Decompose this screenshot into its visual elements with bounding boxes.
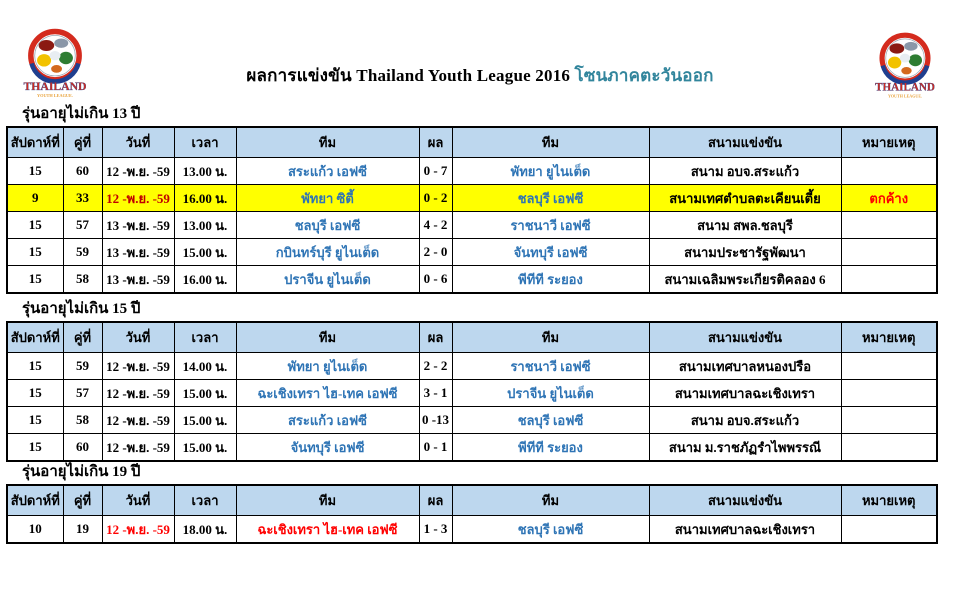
cell-score: 3 - 1: [419, 380, 452, 407]
column-header: ทีม: [452, 322, 649, 353]
header-row: [7, 322, 937, 353]
cell-date: 12 -พ.ย. -59: [102, 158, 174, 185]
cell-home-team: ปราจีน ยูไนเต็ด: [236, 266, 419, 294]
column-header: เวลา: [174, 127, 236, 158]
column-header: คู่ที่: [63, 322, 102, 353]
column-header: ผล: [419, 485, 452, 516]
logo-title: THAILAND: [875, 81, 935, 94]
cell-home-team: ฉะเชิงเทรา ไฮ-เทค เอฟซี: [236, 516, 419, 544]
cell-time: 13.00 น.: [174, 212, 236, 239]
cell-stadium: สนามเทศตำบลตะเคียนเตี้ย: [649, 185, 841, 212]
cell-time: 16.00 น.: [174, 266, 236, 294]
cell-week: 9: [7, 185, 63, 212]
column-header: สัปดาห์ที่: [7, 322, 63, 353]
cell-remark: [841, 353, 937, 380]
cell-home-team: พัทยา ยูไนเต็ด: [236, 353, 419, 380]
column-header: เวลา: [174, 322, 236, 353]
cell-stadium: สนามเทศบาลฉะเชิงเทรา: [649, 516, 841, 544]
cell-match-no: 57: [63, 380, 102, 407]
cell-date: 12 -พ.ย. -59: [102, 380, 174, 407]
section-title-u13: รุ่นอายุไม่เกิน 13 ปี: [22, 106, 141, 122]
cell-time: 15.00 น.: [174, 380, 236, 407]
cell-week: 15: [7, 158, 63, 185]
cell-time: 15.00 น.: [174, 407, 236, 434]
cell-stadium: สนามประชารัฐพัฒนา: [649, 239, 841, 266]
cell-week: 15: [7, 353, 63, 380]
column-header: สนามแข่งขัน: [649, 322, 841, 353]
match-row: [7, 212, 937, 239]
cell-date: 12 -พ.ย. -59: [102, 516, 174, 544]
cell-stadium: สนาม สพล.ชลบุรี: [649, 212, 841, 239]
match-row: [7, 266, 937, 294]
column-header: หมายเหตุ: [841, 322, 937, 353]
cell-home-team: ฉะเชิงเทรา ไฮ-เทค เอฟซี: [236, 380, 419, 407]
cell-remark: [841, 380, 937, 407]
cell-week: 15: [7, 212, 63, 239]
cell-match-no: 60: [63, 434, 102, 462]
cell-home-team: สระแก้ว เอฟซี: [236, 407, 419, 434]
cell-score: 0 - 2: [419, 185, 452, 212]
section-title-u15: รุ่นอายุไม่เกิน 15 ปี: [22, 301, 141, 317]
column-header: ทีม: [452, 127, 649, 158]
cell-score: 0 - 6: [419, 266, 452, 294]
cell-away-team: ชลบุรี เอฟซี: [452, 185, 649, 212]
cell-week: 15: [7, 407, 63, 434]
cell-away-team: ปราจีน ยูไนเต็ด: [452, 380, 649, 407]
cell-match-no: 19: [63, 516, 102, 544]
cell-home-team: พัทยา ซิตี้: [236, 185, 419, 212]
match-row: [7, 239, 937, 266]
column-header: ผล: [419, 322, 452, 353]
column-header: สนามแข่งขัน: [649, 485, 841, 516]
cell-time: 15.00 น.: [174, 239, 236, 266]
cell-remark: [841, 516, 937, 544]
results-table-u13: [6, 126, 938, 294]
column-header: สนามแข่งขัน: [649, 127, 841, 158]
logo-title: THAILAND: [23, 79, 87, 93]
section-title-u19: รุ่นอายุไม่เกิน 19 ปี: [22, 464, 141, 480]
cell-stadium: สนามเทศบาลหนองปรือ: [649, 353, 841, 380]
column-header: ผล: [419, 127, 452, 158]
cell-score: 0 - 1: [419, 434, 452, 462]
match-row: [7, 158, 937, 185]
column-header: ทีม: [452, 485, 649, 516]
cell-time: 13.00 น.: [174, 158, 236, 185]
cell-remark: [841, 266, 937, 294]
column-header: คู่ที่: [63, 127, 102, 158]
column-header: สัปดาห์ที่: [7, 127, 63, 158]
cell-remark: [841, 434, 937, 462]
cell-away-team: ราชนาวี เอฟซี: [452, 353, 649, 380]
cell-week: 10: [7, 516, 63, 544]
header-row: [7, 127, 937, 158]
header-row: [7, 485, 937, 516]
column-header: สัปดาห์ที่: [7, 485, 63, 516]
column-header: ทีม: [236, 322, 419, 353]
cell-stadium: สนาม อบจ.สระแก้ว: [649, 407, 841, 434]
cell-date: 13 -พ.ย. -59: [102, 212, 174, 239]
cell-time: 16.00 น.: [174, 185, 236, 212]
match-row: [7, 353, 937, 380]
cell-stadium: สนาม ม.ราชภัฏรำไพพรรณี: [649, 434, 841, 462]
cell-away-team: พีทีที ระยอง: [452, 266, 649, 294]
results-table-u15: [6, 321, 938, 462]
cell-stadium: สนาม อบจ.สระแก้ว: [649, 158, 841, 185]
cell-match-no: 59: [63, 353, 102, 380]
cell-away-team: พีทีที ระยอง: [452, 434, 649, 462]
cell-remark: [841, 407, 937, 434]
cell-time: 15.00 น.: [174, 434, 236, 462]
cell-remark: [841, 212, 937, 239]
column-header: คู่ที่: [63, 485, 102, 516]
cell-week: 15: [7, 380, 63, 407]
cell-stadium: สนามเฉลิมพระเกียรติคลอง 6: [649, 266, 841, 294]
cell-time: 14.00 น.: [174, 353, 236, 380]
page-title-main: ผลการแข่งขัน Thailand Youth League 2016: [246, 66, 571, 85]
results-table-u19: [6, 484, 938, 544]
cell-stadium: สนามเทศบาลฉะเชิงเทรา: [649, 380, 841, 407]
cell-home-team: จันทบุรี เอฟซี: [236, 434, 419, 462]
column-header: ทีม: [236, 127, 419, 158]
page-title: [0, 62, 960, 89]
column-header: หมายเหตุ: [841, 127, 937, 158]
cell-week: 15: [7, 266, 63, 294]
cell-home-team: สระแก้ว เอฟซี: [236, 158, 419, 185]
cell-remark: [841, 158, 937, 185]
column-header: วันที่: [102, 127, 174, 158]
cell-remark: [841, 239, 937, 266]
cell-home-team: ชลบุรี เอฟซี: [236, 212, 419, 239]
cell-away-team: จันทบุรี เอฟซี: [452, 239, 649, 266]
cell-score: 0 -13: [419, 407, 452, 434]
page-title-zone: โซนภาคตะวันออก: [574, 66, 714, 85]
cell-date: 12 -พ.ย. -59: [102, 434, 174, 462]
column-header: วันที่: [102, 485, 174, 516]
cell-date: 12 -พ.ย. -59: [102, 407, 174, 434]
cell-match-no: 33: [63, 185, 102, 212]
cell-match-no: 58: [63, 407, 102, 434]
cell-week: 15: [7, 239, 63, 266]
cell-match-no: 60: [63, 158, 102, 185]
logo-subtitle: YOUTH LEAGUE.: [37, 92, 73, 98]
logo-subtitle: YOUTH LEAGUE.: [887, 93, 923, 99]
cell-away-team: ชลบุรี เอฟซี: [452, 516, 649, 544]
match-row: [7, 407, 937, 434]
column-header: เวลา: [174, 485, 236, 516]
cell-date: 12 -พ.ย. -59: [102, 185, 174, 212]
cell-away-team: ชลบุรี เอฟซี: [452, 407, 649, 434]
cell-score: 1 - 3: [419, 516, 452, 544]
match-row: [7, 434, 937, 462]
cell-match-no: 57: [63, 212, 102, 239]
column-header: ทีม: [236, 485, 419, 516]
cell-match-no: 59: [63, 239, 102, 266]
cell-date: 13 -พ.ย. -59: [102, 266, 174, 294]
cell-remark: ตกค้าง: [841, 185, 937, 212]
cell-score: 0 - 7: [419, 158, 452, 185]
cell-home-team: กบินทร์บุรี ยูไนเต็ด: [236, 239, 419, 266]
cell-score: 2 - 2: [419, 353, 452, 380]
cell-date: 12 -พ.ย. -59: [102, 353, 174, 380]
cell-date: 13 -พ.ย. -59: [102, 239, 174, 266]
cell-week: 15: [7, 434, 63, 462]
cell-match-no: 58: [63, 266, 102, 294]
match-row: [7, 380, 937, 407]
column-header: หมายเหตุ: [841, 485, 937, 516]
match-row: [7, 185, 937, 212]
match-row: [7, 516, 937, 544]
cell-score: 4 - 2: [419, 212, 452, 239]
cell-time: 18.00 น.: [174, 516, 236, 544]
column-header: วันที่: [102, 322, 174, 353]
cell-score: 2 - 0: [419, 239, 452, 266]
cell-away-team: พัทยา ยูไนเต็ด: [452, 158, 649, 185]
cell-away-team: ราชนาวี เอฟซี: [452, 212, 649, 239]
